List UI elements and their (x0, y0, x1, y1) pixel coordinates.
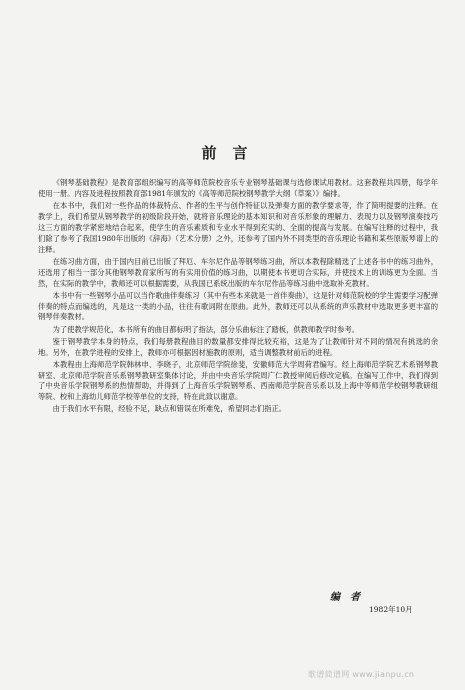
preface-body (38, 178, 438, 417)
paragraph: 由于我们水平有限，经验不足，缺点和错误在所难免，希望同志们指正。 (52, 404, 287, 414)
paragraph: 本教程由上海师范学院韩林申、李晓子，北京师范学院徐斐，安徽师范大学周荷君编写。经上海师范学院艺术系钢琴教研室、北京师范学院音乐系钢琴教研室集体讨论，并由中央音乐学院周广仁教授审阅后修改定稿。在编写工作中，我们得到了中央音乐学院钢琴系的热情帮助，并得到了上海音乐学院钢琴系、西南师范学院音乐系以及上海中等师范学校钢琴教研组等院、校和上海幼儿师范学校等单位的支持，特在此致以谢意。 (38, 359, 438, 402)
author-signature: 编者 (330, 592, 370, 603)
paragraph: 为了使教学规范化，本书所有的曲目都标明了指法，部分乐曲标注了踏板，供教师教学时参考。 (52, 324, 360, 334)
page-title: 前言 (201, 144, 264, 162)
date-line: 1982年10月 (369, 605, 413, 614)
paragraph: 本书中有一些钢琴小品可以当作歌曲伴奏练习（其中有些本来就是一首伴奏曲），这是针对师范院校的学生需要学习配弹伴奏的特点而编选的，凡是这一类的小品，往往有歌词附在原曲。此外，教师还可以从系统的声乐教材中选取更多更丰富的钢琴伴奏教材。 (38, 290, 438, 322)
paragraph: 鉴于钢琴教学本身的特点，我们每册教程曲目的数量都安排得比较充裕，这是为了让教师针对不同的情况有挑选的余地。另外，在教学进程的安排上，教师亦可根据因材施教的原则，适当调整教材前后的进程。 (38, 336, 438, 357)
site-watermark: 歌谱简谱网 www.jianpu.cn (308, 670, 415, 679)
paragraph: 在练习曲方面，由于国内目前已出版了拜厄、车尔尼作品等钢琴练习曲，所以本教程除精选了上述各书中的练习曲外，还选用了相当一部分其他钢琴教育家所写的有实用价值的练习曲，以期使本书更切合实际，并使技术上的训练更为全面。当然，在实际的教学中，教师还可以根据需要，从我国已系统出版的车尔尼作品等练习曲中选取补充教材。 (38, 256, 438, 288)
paragraph: 在本书中，我们对一些作品的体裁特点、作者的生平与创作特征以及弹奏方面的教学要求等，作了简明提要的注释。在教学上，我们希望从钢琴教学的初级阶段开始，就将音乐理论的基本知识和对音乐形象的理解力、表现力以及钢琴演奏技巧这三方面的教学紧密地结合起来，使学生的音乐素质和专业水平得到充实的、全面的提高与发展。在编写注释的过程中，我们除了参考了我国1980年出版的《辞海》（艺术分册）之外，还参考了国内外不同类型的音乐理论书籍和某些原版琴谱上的注释。 (38, 201, 438, 254)
paragraph: 《钢琴基础教程》是教育部组织编写的高等师范院校音乐专业钢琴基础课与选修课试用教材。这套教程共四册，每学年使用一册。内容及进程按照教育部1981年颁发的《高等师范院校钢琴教学大纲（草案）》编排。 (38, 178, 438, 198)
